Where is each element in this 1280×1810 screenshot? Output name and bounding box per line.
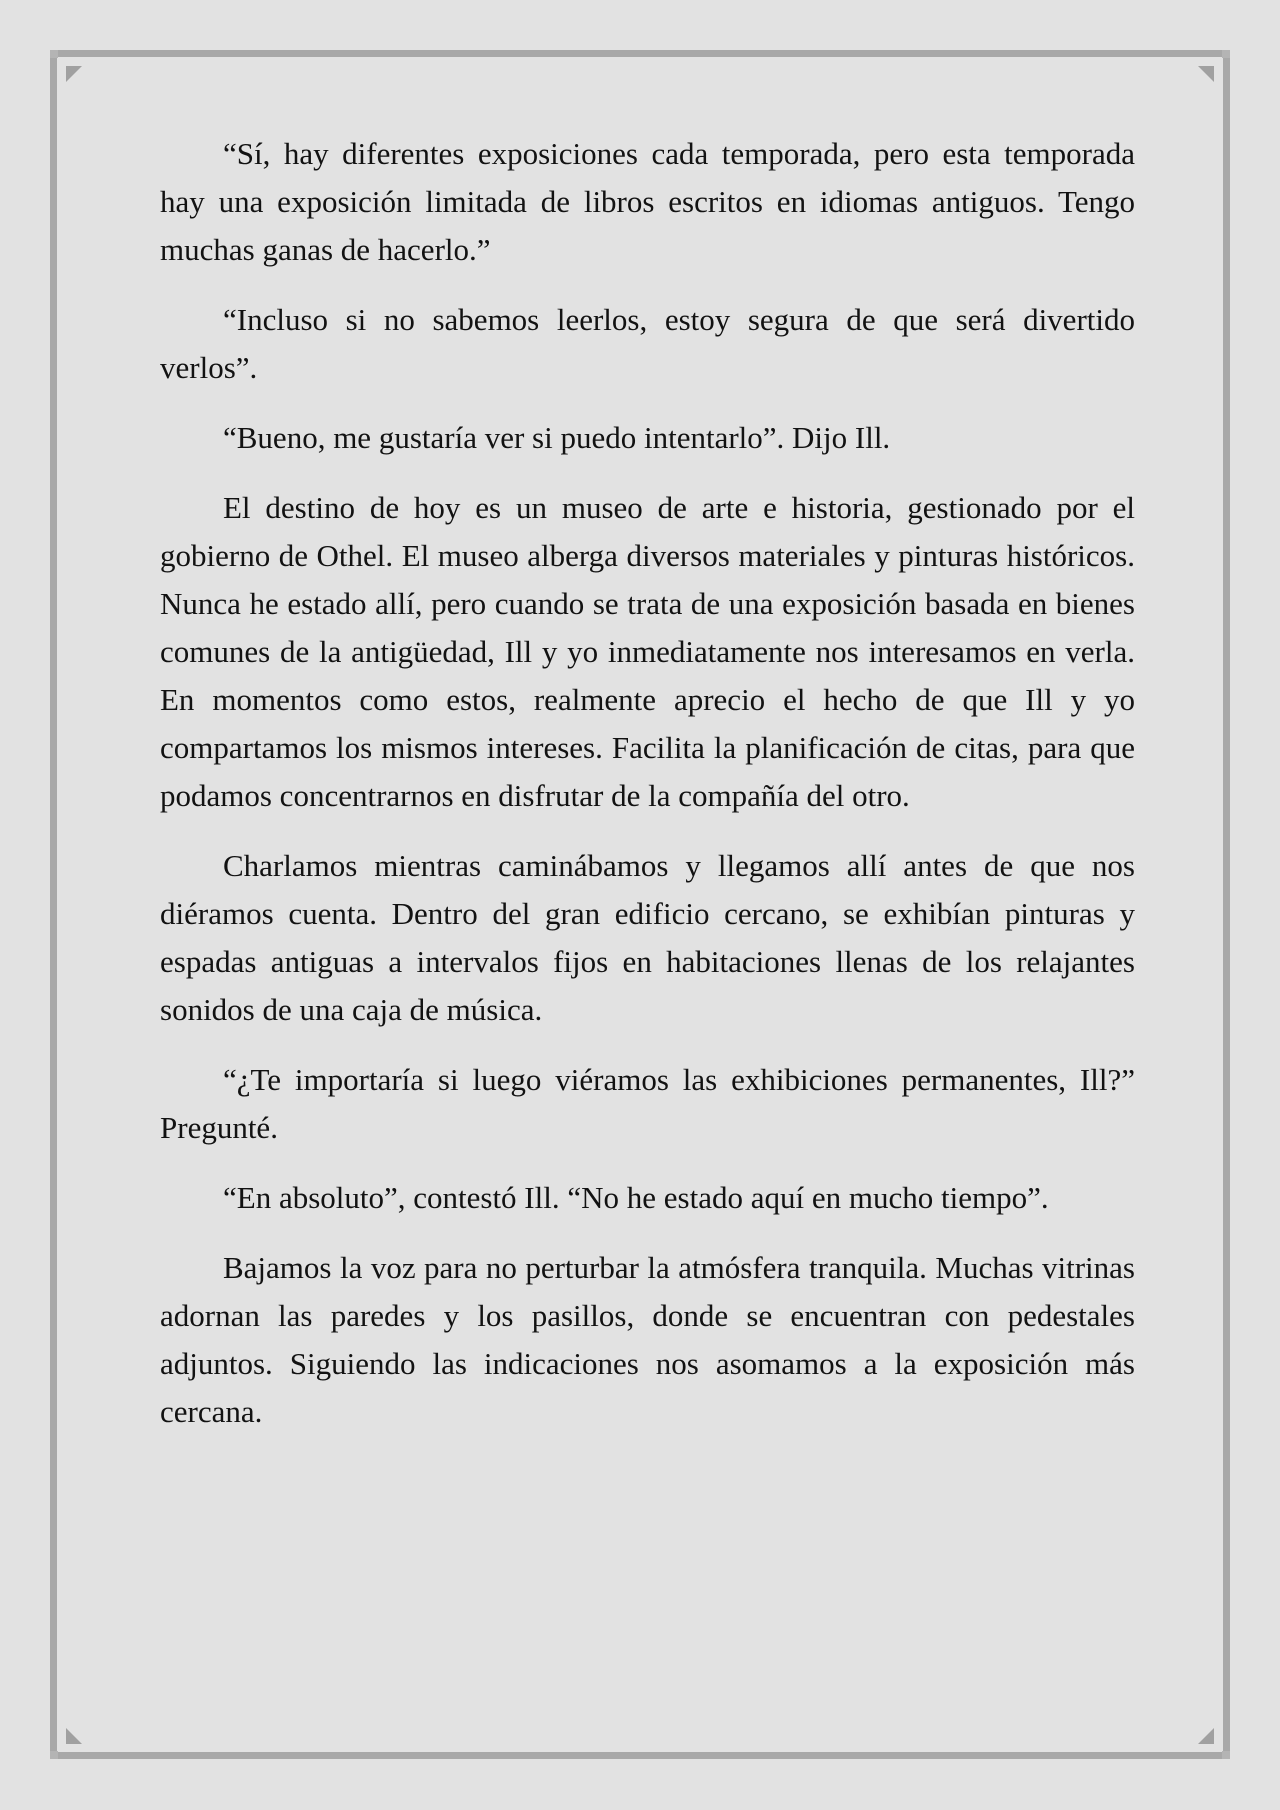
page-body-text <box>160 130 1135 1458</box>
frame-right-border <box>1223 50 1230 1759</box>
frame-corner-dot <box>1222 1751 1230 1759</box>
paragraph: “Bueno, me gustaría ver si puedo intentarlo”. Dijo Ill. <box>223 420 891 455</box>
frame-left-border <box>50 50 57 1759</box>
frame-corner-dot <box>1222 50 1230 58</box>
paragraph: “Sí, hay diferentes exposiciones cada temporada, pero esta temporada hay una exposición limitada de libros escritos en idiomas antiguos. Tengo muchas ganas de hacerlo.” <box>160 136 1135 267</box>
frame-corner-dot <box>50 1751 58 1759</box>
frame-bottom-border <box>50 1752 1230 1759</box>
paragraph: Charlamos mientras caminábamos y llegamos allí antes de que nos diéramos cuenta. Dentro del gran edificio cercano, se exhibían pinturas y espadas antiguas a intervalos fijos en habitaciones llenas de los relajantes sonidos de una caja de música. <box>160 848 1135 1027</box>
paragraph: Bajamos la voz para no perturbar la atmósfera tranquila. Muchas vitrinas adornan las paredes y los pasillos, donde se encuentran con pedestales adjuntos. Siguiendo las indicaciones nos asomamos a la exposición más cercana. <box>160 1250 1135 1429</box>
corner-ornament-top-left <box>66 66 82 82</box>
paragraph: “En absoluto”, contestó Ill. “No he estado aquí en mucho tiempo”. <box>223 1180 1049 1215</box>
frame-top-border <box>50 50 1230 57</box>
paragraph: “¿Te importaría si luego viéramos las exhibiciones permanentes, Ill?” Pregunté. <box>160 1062 1135 1145</box>
paragraph: “Incluso si no sabemos leerlos, estoy segura de que será divertido verlos”. <box>160 302 1135 385</box>
paragraph: El destino de hoy es un museo de arte e historia, gestionado por el gobierno de Othel. El museo alberga diversos materiales y pinturas históricos. Nunca he estado allí, pero cuando se trata de una exposición basada en bienes comunes de la antigüedad, Ill y yo inmediatamente nos interesamos en verla. En momentos como estos, realmente aprecio el hecho de que Ill y yo compartamos los mismos intereses. Facilita la planificación de citas, para que podamos concentrarnos en disfrutar de la compañía del otro. <box>160 490 1135 813</box>
corner-ornament-top-right <box>1198 66 1214 82</box>
frame-corner-dot <box>50 50 58 58</box>
corner-ornament-bottom-left <box>66 1728 82 1744</box>
corner-ornament-bottom-right <box>1198 1728 1214 1744</box>
